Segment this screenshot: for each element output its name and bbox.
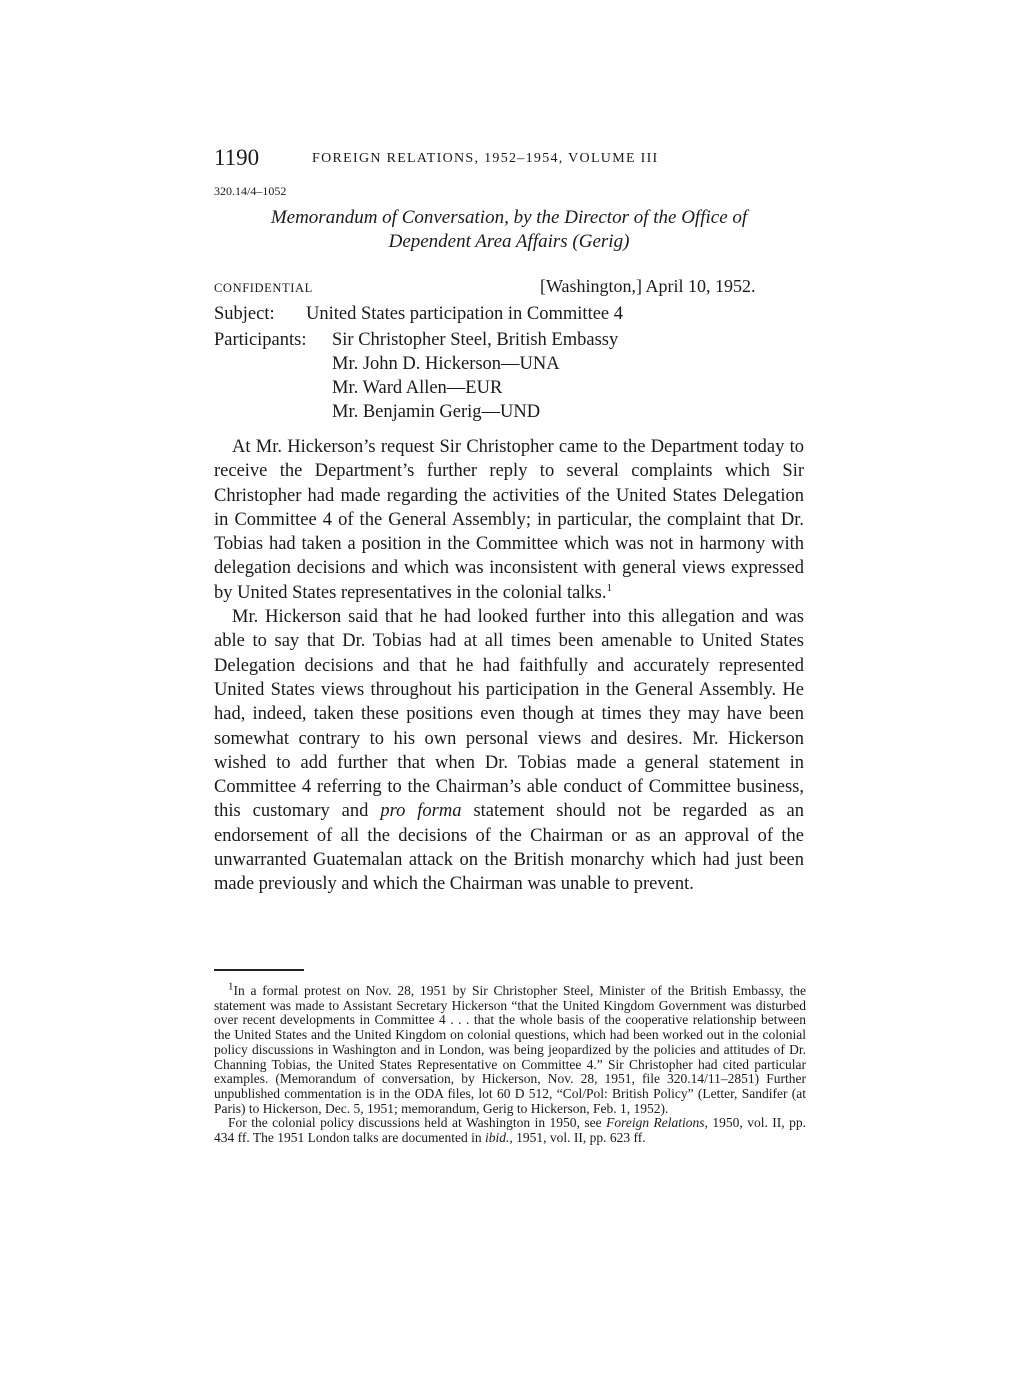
participant: Mr. Ward Allen—EUR: [332, 378, 503, 398]
running-head: [214, 144, 814, 174]
document-title-line-2: Dependent Area Affairs (Gerig): [388, 231, 630, 252]
paragraph-text: Mr. Hickerson said that he had looked further into this allegation and was able to say that Dr. Tobias had at all times been amenable to United States Delegation decisions and that he had faithfully and accurately represented United States views throughout his participation in the General Assembly. He had, indeed, taken these positions even though at times they may have been somewhat contrary to his own personal views and desires. Mr. Hickerson wished to add further that when Dr. Tobias made a general statement in Committee 4 referring to the Chairman’s able conduct of Committee business, this customary and: [214, 607, 804, 822]
participant: Mr. Benjamin Gerig—UND: [332, 402, 541, 422]
participant-list: [332, 328, 802, 424]
footnote-text: For the colonial policy discussions held at Washington in 1950, see: [228, 1115, 602, 1131]
classification-label: CONFIDENTIAL: [214, 281, 313, 295]
footnote-divider: [214, 969, 304, 971]
volume-title: FOREIGN RELATIONS, 1952–1954, VOLUME III: [312, 151, 659, 166]
footnote-text: , 1951, vol. II, pp. 623 ff.: [509, 1130, 646, 1146]
file-number: 320.14/4–1052: [214, 184, 287, 198]
citation-title: Foreign Relations: [606, 1115, 705, 1131]
paragraph-text: At Mr. Hickerson’s request Sir Christopher came to the Department today to receive the Department’s further reply to several complaints which Sir Christopher had made regarding the activities of the United States Delegation in Committee 4 of the General Assembly; in particular, the complaint that Dr. Tobias had taken a position in the Committee which was not in harmony with delegation decisions and which was inconsistent with general views expressed by United States representatives in the colonial talks.: [214, 437, 804, 603]
page-number: 1190: [214, 145, 260, 170]
body-paragraph-2: [214, 605, 804, 897]
participant: Sir Christopher Steel, British Embassy: [332, 330, 619, 350]
subject-label: Subject:: [214, 304, 275, 324]
place-date: [Washington,] April 10, 1952.: [540, 276, 756, 296]
document-title-line-1: Memorandum of Conversation, by the Director of the Office of: [270, 207, 748, 228]
footnote-1: [214, 980, 806, 1116]
subject-line: [214, 302, 623, 326]
footnote-text: , 1950, vol. II, pp. 434 ff. The 1951 London talks are documented in: [214, 1115, 806, 1146]
footnotes: [214, 980, 806, 1146]
citation-ibid: ibid.: [484, 1130, 510, 1146]
footnote-reference[interactable]: 1: [606, 581, 613, 594]
body-paragraph-1: [214, 435, 804, 605]
paragraph-text: statement should not be regarded as an endorsement of all the decisions of the Chairman or as an approval of the unwarranted Guatemalan attack on the British monarchy which had just been made previously and which the Chairman was unable to prevent.: [214, 801, 805, 895]
participant: Mr. John D. Hickerson—UNA: [332, 354, 560, 374]
footnote-marker: 1: [228, 980, 234, 993]
participants-label: Participants:: [214, 330, 307, 350]
footnote-1-continued: [214, 1116, 806, 1145]
memorandum-body: [214, 435, 804, 897]
document-title: [214, 206, 804, 254]
latin-phrase: pro forma: [380, 801, 462, 822]
subject-value: United States participation in Committee 4: [306, 304, 624, 324]
footnote-text: In a formal protest on Nov. 28, 1951 by Sir Christopher Steel, Minister of the British Embassy, the statement was made to Assistant Secretary Hickerson “that the United Kingdom Government was disturbed over recent developments in Committee 4 . . . that the whole basis of the cooperative relationship between the United States and the United Kingdom on colonial questions, which had been worked out in the colonial policy discussions in Washington and in London, was being jeopardized by the policies and attitudes of Dr. Channing Tobias, the United States Representative on Committee 4.” Sir Christopher had cited particular examples. (Memorandum of conversation, by Hickerson, Nov. 28, 1951, file 320.14/11–2851) Further unpublished commentation is in the ODA files, lot 60 D 512, “Col/Pol: British Policy” (Letter, Sandifer (at Paris) to Hickerson, Dec. 5, 1951; memorandum, Gerig to Hickerson, Feb. 1, 1952).: [214, 983, 806, 1116]
